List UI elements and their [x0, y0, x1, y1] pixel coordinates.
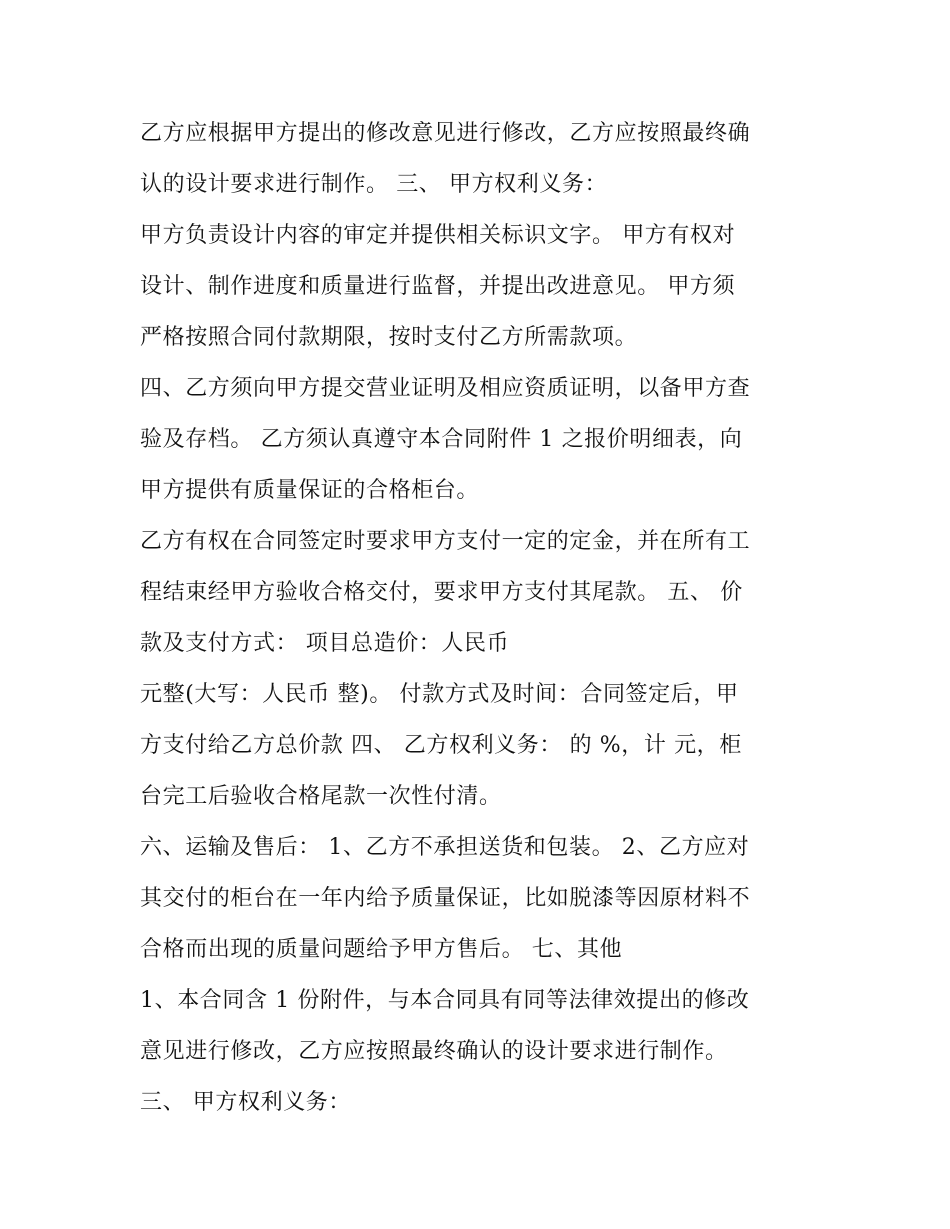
text-line: 四、乙方须向甲方提交营业证明及相应资质证明，以备甲方查 [140, 376, 751, 401]
text-line: 认的设计要求进行制作。 三、 甲方权利义务： [140, 172, 608, 197]
text-line: 程结束经甲方验收合格交付，要求甲方支付其尾款。 五、 价 [140, 580, 743, 605]
text-line: 乙方应根据甲方提出的修改意见进行修改，乙方应按照最终确 [140, 121, 751, 146]
text-line: 方支付给乙方总价款 四、 乙方权利义务： 的 %，计 元，柜 [140, 733, 742, 758]
text-line: 设计、制作进度和质量进行监督，并提出改进意见。 甲方须 [140, 274, 736, 299]
contract-body-text [140, 108, 820, 1128]
text-line: 验及存档。 乙方须认真遵守本合同附件 1 之报价明细表，向 [140, 427, 743, 452]
text-line: 款及支付方式： 项目总造价：人民币 [140, 631, 510, 656]
text-line: 意见进行修改，乙方应按照最终确认的设计要求进行制作。 [140, 1039, 728, 1064]
text-line: 甲方负责设计内容的审定并提供相关标识文字。 甲方有权对 [140, 223, 736, 248]
text-line: 合格而出现的质量问题给予甲方售后。 七、其他 [140, 937, 623, 962]
text-line: 三、 甲方权利义务： [140, 1090, 351, 1115]
text-line: 甲方提供有质量保证的合格柜台。 [140, 478, 480, 503]
text-line: 严格按照合同付款期限，按时支付乙方所需款项。 [140, 325, 638, 350]
text-line: 六、运输及售后： 1、乙方不承担送货和包装。 2、乙方应对 [140, 835, 750, 860]
text-line: 乙方有权在合同签定时要求甲方支付一定的定金，并在所有工 [140, 529, 751, 554]
text-line: 元整(大写：人民币 整)。 付款方式及时间：合同签定后，甲 [140, 682, 739, 707]
text-line: 其交付的柜台在一年内给予质量保证，比如脱漆等因原材料不 [140, 886, 751, 911]
text-line: 1、本合同含 1 份附件，与本合同具有同等法律效提出的修改 [140, 988, 750, 1013]
text-line: 台完工后验收合格尾款一次性付清。 [140, 784, 502, 809]
